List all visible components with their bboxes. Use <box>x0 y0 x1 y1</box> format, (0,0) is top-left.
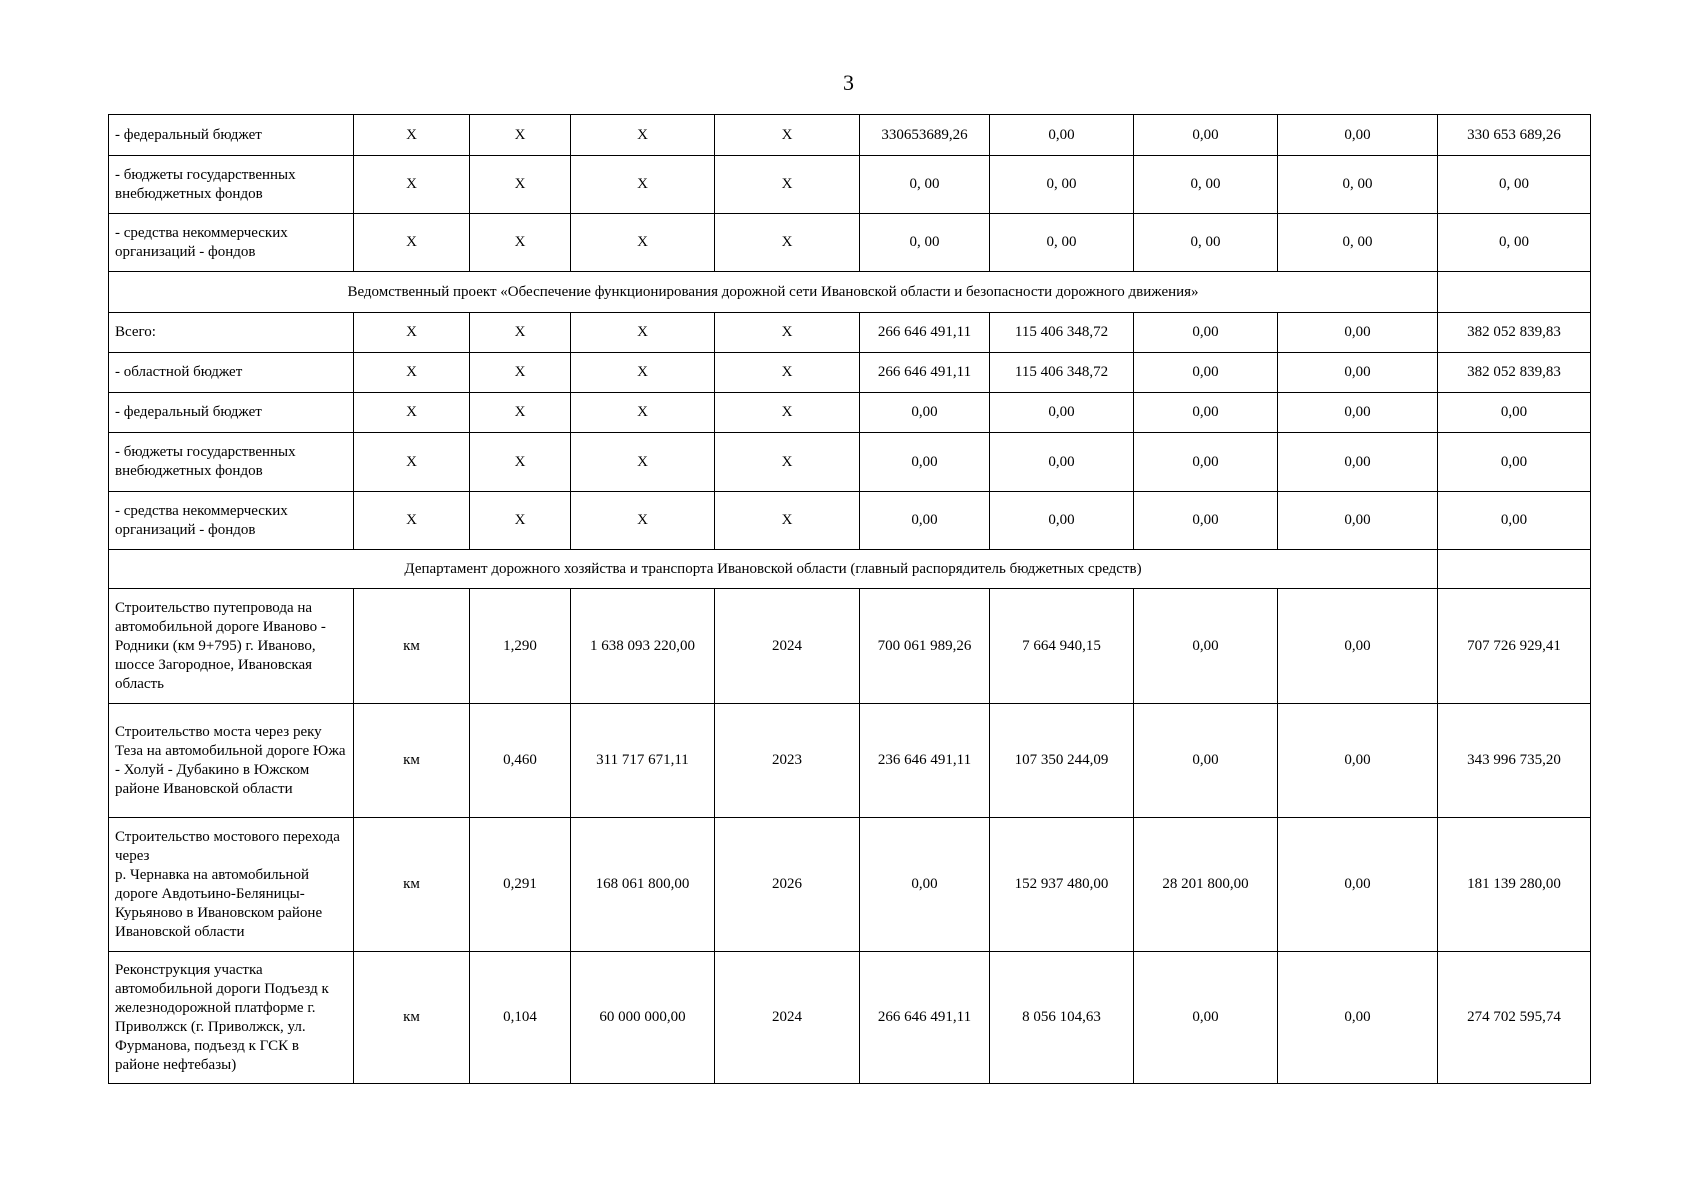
value-cell: 0,00 <box>1438 393 1591 433</box>
value-cell: 0, 00 <box>860 214 990 272</box>
value-cell: Х <box>715 393 860 433</box>
value-cell: 382 052 839,83 <box>1438 353 1591 393</box>
value-cell: 1 638 093 220,00 <box>571 589 715 704</box>
value-cell: Х <box>354 433 470 492</box>
value-cell: 707 726 929,41 <box>1438 589 1591 704</box>
value-cell: 0,00 <box>1278 952 1438 1084</box>
value-cell: км <box>354 952 470 1084</box>
value-cell: 0,00 <box>990 115 1134 156</box>
value-cell: 7 664 940,15 <box>990 589 1134 704</box>
section-header-row <box>109 272 1591 313</box>
value-cell: 0,00 <box>1278 589 1438 704</box>
value-cell: км <box>354 589 470 704</box>
value-cell: Х <box>715 313 860 353</box>
value-cell: 0, 00 <box>990 156 1134 214</box>
value-cell: Х <box>470 115 571 156</box>
value-cell: Х <box>470 433 571 492</box>
value-cell: Х <box>571 214 715 272</box>
value-cell: Х <box>715 156 860 214</box>
value-cell: 311 717 671,11 <box>571 704 715 818</box>
value-cell: 2023 <box>715 704 860 818</box>
value-cell: Х <box>470 313 571 353</box>
value-cell: Х <box>470 393 571 433</box>
value-cell: 168 061 800,00 <box>571 818 715 952</box>
value-cell: 152 937 480,00 <box>990 818 1134 952</box>
value-cell: 0,00 <box>1278 433 1438 492</box>
value-cell: 0,00 <box>1134 433 1278 492</box>
section-title: Департамент дорожного хозяйства и транспорта Ивановской области (главный распорядитель бюджетных средств) <box>109 550 1438 589</box>
row-label-cell: - бюджеты государственных внебюджетных фондов <box>109 156 354 214</box>
table-row <box>109 115 1591 156</box>
row-label-cell: Строительство моста через реку Теза на автомобильной дороге Южа - Холуй - Дубакино в Южском районе Ивановской области <box>109 704 354 818</box>
value-cell: 0,00 <box>990 393 1134 433</box>
value-cell: 0,00 <box>1278 818 1438 952</box>
section-header-row <box>109 550 1591 589</box>
value-cell: 2024 <box>715 952 860 1084</box>
value-cell: 0,460 <box>470 704 571 818</box>
value-cell: 0,00 <box>1134 393 1278 433</box>
value-cell: 0,00 <box>1134 589 1278 704</box>
value-cell: 2024 <box>715 589 860 704</box>
row-label-cell: - средства некоммерческих организаций - фондов <box>109 492 354 550</box>
value-cell: 2026 <box>715 818 860 952</box>
empty-cell <box>1438 550 1591 589</box>
empty-cell <box>1438 272 1591 313</box>
row-label-cell: - бюджеты государственных внебюджетных фондов <box>109 433 354 492</box>
value-cell: 0, 00 <box>1134 214 1278 272</box>
table-row <box>109 818 1591 952</box>
value-cell: Х <box>715 214 860 272</box>
row-label-cell: Всего: <box>109 313 354 353</box>
value-cell: 0,00 <box>1134 353 1278 393</box>
value-cell: Х <box>715 353 860 393</box>
value-cell: 0,104 <box>470 952 571 1084</box>
value-cell: Х <box>571 156 715 214</box>
value-cell: Х <box>715 433 860 492</box>
value-cell: Х <box>354 353 470 393</box>
value-cell: Х <box>571 433 715 492</box>
value-cell: 0,00 <box>860 393 990 433</box>
table-row <box>109 353 1591 393</box>
value-cell: Х <box>571 115 715 156</box>
value-cell: Х <box>354 214 470 272</box>
value-cell: 343 996 735,20 <box>1438 704 1591 818</box>
value-cell: Х <box>354 492 470 550</box>
value-cell: 0,00 <box>860 492 990 550</box>
value-cell: 0,00 <box>1134 313 1278 353</box>
value-cell: 330653689,26 <box>860 115 990 156</box>
value-cell: Х <box>354 313 470 353</box>
value-cell: 115 406 348,72 <box>990 313 1134 353</box>
row-label-cell: Строительство путепровода на автомобильной дороге Иваново - Родники (км 9+795) г. Иваново, шоссе Загородное, Ивановская область <box>109 589 354 704</box>
value-cell: 0,00 <box>1134 952 1278 1084</box>
table-row <box>109 433 1591 492</box>
row-label-cell: - федеральный бюджет <box>109 393 354 433</box>
value-cell: Х <box>571 353 715 393</box>
value-cell: 60 000 000,00 <box>571 952 715 1084</box>
value-cell: 0, 00 <box>990 214 1134 272</box>
value-cell: 107 350 244,09 <box>990 704 1134 818</box>
table-row <box>109 156 1591 214</box>
value-cell: 0,00 <box>1438 492 1591 550</box>
table-row <box>109 313 1591 353</box>
value-cell: 0, 00 <box>1438 156 1591 214</box>
value-cell: 236 646 491,11 <box>860 704 990 818</box>
value-cell: 0,00 <box>1134 115 1278 156</box>
value-cell: Х <box>571 393 715 433</box>
value-cell: 1,290 <box>470 589 571 704</box>
value-cell: 0,00 <box>990 433 1134 492</box>
value-cell: 0,00 <box>1134 492 1278 550</box>
value-cell: 382 052 839,83 <box>1438 313 1591 353</box>
table-row <box>109 214 1591 272</box>
row-label-cell: - федеральный бюджет <box>109 115 354 156</box>
value-cell: Х <box>571 313 715 353</box>
row-label-cell: Реконструкция участка автомобильной дороги Подъезд к железнодорожной платформе г. Приволжск (г. Приволжск, ул. Фурманова, подъезд к ГСК в районе нефтебазы) <box>109 952 354 1084</box>
value-cell: Х <box>470 214 571 272</box>
value-cell: 0, 00 <box>860 156 990 214</box>
table-row <box>109 492 1591 550</box>
value-cell: 181 139 280,00 <box>1438 818 1591 952</box>
value-cell: Х <box>354 115 470 156</box>
value-cell: Х <box>470 492 571 550</box>
value-cell: 115 406 348,72 <box>990 353 1134 393</box>
value-cell: 8 056 104,63 <box>990 952 1134 1084</box>
row-label-cell: - средства некоммерческих организаций - фондов <box>109 214 354 272</box>
value-cell: 0,00 <box>1278 704 1438 818</box>
table-row <box>109 393 1591 433</box>
table-row <box>109 589 1591 704</box>
value-cell: Х <box>354 393 470 433</box>
value-cell: 0,00 <box>860 818 990 952</box>
section-title: Ведомственный проект «Обеспечение функционирования дорожной сети Ивановской области и безопасности дорожного движения» <box>109 272 1438 313</box>
value-cell: 266 646 491,11 <box>860 952 990 1084</box>
value-cell: Х <box>571 492 715 550</box>
row-label-cell: Строительство мостового перехода через р. Чернавка на автомобильной дороге Авдотьино-Беляницы-Курьяново в Ивановском районе Ивановской области <box>109 818 354 952</box>
value-cell: Х <box>470 353 571 393</box>
table-row <box>109 952 1591 1084</box>
value-cell: Х <box>715 492 860 550</box>
budget-table <box>108 114 1591 1084</box>
value-cell: 266 646 491,11 <box>860 313 990 353</box>
value-cell: 700 061 989,26 <box>860 589 990 704</box>
value-cell: 0,00 <box>1438 433 1591 492</box>
value-cell: 0,00 <box>860 433 990 492</box>
value-cell: 0,00 <box>1278 492 1438 550</box>
value-cell: 274 702 595,74 <box>1438 952 1591 1084</box>
value-cell: 0, 00 <box>1134 156 1278 214</box>
page-number: 3 <box>843 70 854 95</box>
value-cell: 0,00 <box>1278 353 1438 393</box>
table-row <box>109 704 1591 818</box>
value-cell: Х <box>470 156 571 214</box>
value-cell: 266 646 491,11 <box>860 353 990 393</box>
value-cell: 0, 00 <box>1278 156 1438 214</box>
value-cell: 0,00 <box>1134 704 1278 818</box>
table-body <box>109 115 1591 1084</box>
row-label-cell: - областной бюджет <box>109 353 354 393</box>
value-cell: 0,00 <box>1278 393 1438 433</box>
value-cell: 0, 00 <box>1438 214 1591 272</box>
value-cell: км <box>354 704 470 818</box>
value-cell: 28 201 800,00 <box>1134 818 1278 952</box>
value-cell: 0,291 <box>470 818 571 952</box>
value-cell: 0,00 <box>1278 115 1438 156</box>
value-cell: 0,00 <box>990 492 1134 550</box>
value-cell: км <box>354 818 470 952</box>
value-cell: 0, 00 <box>1278 214 1438 272</box>
value-cell: 330 653 689,26 <box>1438 115 1591 156</box>
value-cell: Х <box>715 115 860 156</box>
value-cell: 0,00 <box>1278 313 1438 353</box>
value-cell: Х <box>354 156 470 214</box>
